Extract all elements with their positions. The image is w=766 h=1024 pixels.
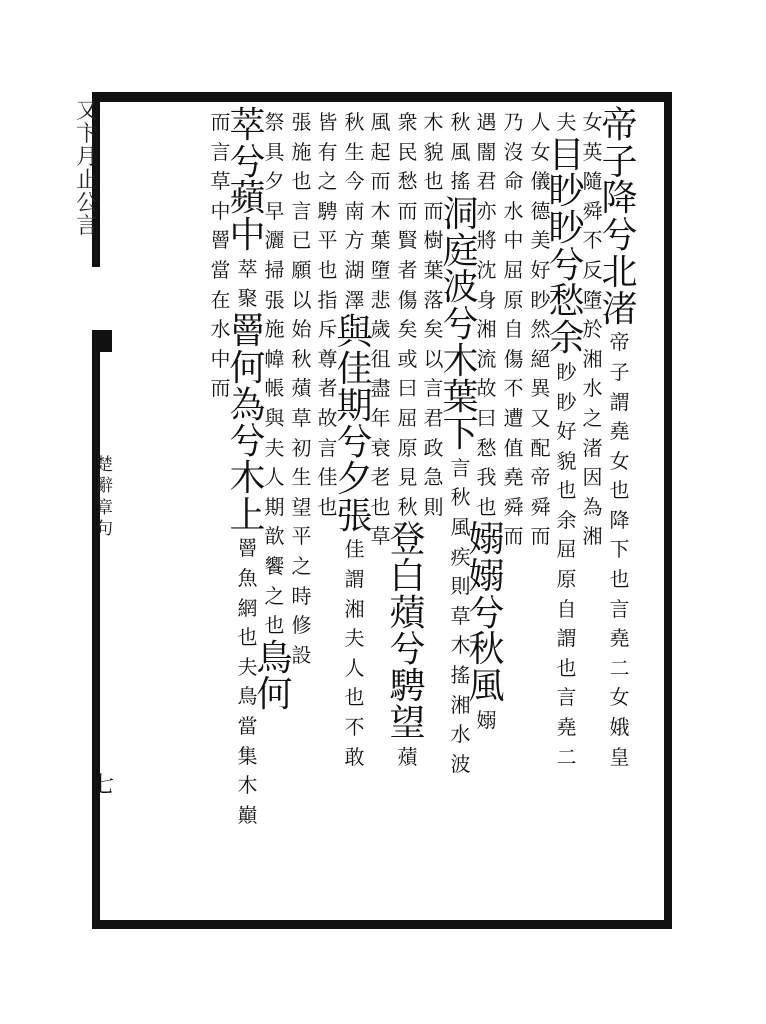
main-text-segment: 與 佳 期 兮 夕 張 (336, 312, 373, 537)
text-column (314, 108, 341, 522)
top-frame-rule (92, 92, 672, 102)
commentary-text-segment: 言 秋 風 疾 則 草 木 搖 湘 水 波 (450, 455, 471, 776)
commentary-text-segment: 罾 魚 網 也 夫 鳥 當 集 木 巔 (237, 536, 258, 827)
commentary-text-segment: 乃 沒 命 水 中 屈 原 自 傷 不 遭 值 堯 舜 而 (503, 110, 524, 549)
text-column (288, 108, 315, 670)
commentary-text-segment: 女 儀 德 美 好 眇 然 絕 異 又 配 帝 舜 而 (530, 139, 551, 549)
commentary-text-segment: 指 斥 尊 者 故 言 佳 也 (317, 287, 338, 519)
commentary-text-segment: 張 施 也 言 已 願 以 始 秋 薠 草 初 生 望 平 之 時 修 設 (291, 110, 312, 667)
text-column (527, 108, 554, 552)
commentary-text-segment: 嫋 (476, 707, 497, 732)
commentary-text-segment: 眇 眇 好 貌 也 余 屈 原 自 謂 也 言 堯 二 (556, 359, 577, 769)
commentary-text-segment: 皆 有 之 騁 平 也 (317, 110, 338, 282)
center-fold-rule (92, 330, 100, 920)
commentary-text-segment: 秋 風 搖 (450, 110, 471, 194)
right-frame-rule (664, 92, 672, 929)
text-column (229, 105, 266, 830)
commentary-text-segment: 秋 生 今 南 方 湖 澤 (344, 110, 365, 312)
text-column (336, 108, 373, 772)
text-column (442, 108, 479, 779)
main-text-segment: 帝 子 降 兮 北 渚 (601, 105, 638, 330)
commentary-text-segment: 遇 闇 君 亦 將 沈 身 湘 流 故 曰 愁 我 也 (476, 110, 497, 519)
commentary-text-segment: 風 起 而 木 葉 墮 悲 歲 徂 盡 年 衰 老 也 (370, 110, 391, 519)
text-column (500, 108, 527, 552)
commentary-text-segment: 人 (530, 110, 551, 134)
commentary-text-segment: 木 貌 也 (423, 110, 444, 194)
main-text-segment: 洞 庭 波 兮 木 葉 下 (442, 193, 479, 456)
commentary-text-segment: 佳 謂 湘 夫 人 也 不 敢 (344, 537, 365, 769)
commentary-text-segment: 而 言 草 中 罾 當 在 水 中 而 (210, 110, 231, 401)
commentary-text-segment: 而 樹 葉 落 矣 以 言 君 政 急 則 (423, 198, 444, 519)
commentary-text-segment: 草 (370, 524, 391, 549)
commentary-text-segment: 衆 民 愁 而 賢 者 傷 矣 或 曰 屈 原 見 秋 (397, 110, 418, 519)
commentary-text-segment: 帝 子 謂 堯 女 也 降 下 也 言 堯 二 女 娥 皇 (609, 330, 630, 769)
main-text-segment: 目 眇 眇 兮 愁 余 (548, 134, 585, 360)
running-title: 楚 辭 章 句 (96, 455, 113, 539)
main-text-segment: 鳥 何 (256, 637, 293, 716)
bottom-frame-rule (92, 920, 672, 929)
commentary-text-segment: 夫 (556, 110, 577, 134)
text-column (420, 108, 447, 522)
main-text-segment: 萃 兮 蘋 中 (229, 105, 266, 257)
commentary-text-segment: 女 英 隨 舜 不 反 墮 於 湘 水 之 渚 因 為 湘 (582, 110, 603, 549)
page-number: 七 (92, 773, 115, 798)
main-text-segment: 嫋 嫋 兮 秋 風 (468, 519, 505, 708)
main-text-segment: 登 白 薠 兮 騁 望 (389, 519, 426, 744)
commentary-text-segment: 祭 具 夕 早 灑 掃 張 施 幃 帳 與 夫 人 期 歆 饗 之 也 (264, 110, 285, 638)
text-column (207, 108, 234, 404)
text-column (389, 108, 426, 772)
fold-fish-tail-mark (98, 330, 112, 352)
commentary-text-segment: 萃 聚 (237, 256, 258, 311)
commentary-text-segment: 薠 (397, 744, 418, 769)
main-text-segment: 罾 何 為 兮 木 上 (229, 311, 266, 536)
margin-text: 又 卞 月 止 公 言 (76, 99, 99, 240)
